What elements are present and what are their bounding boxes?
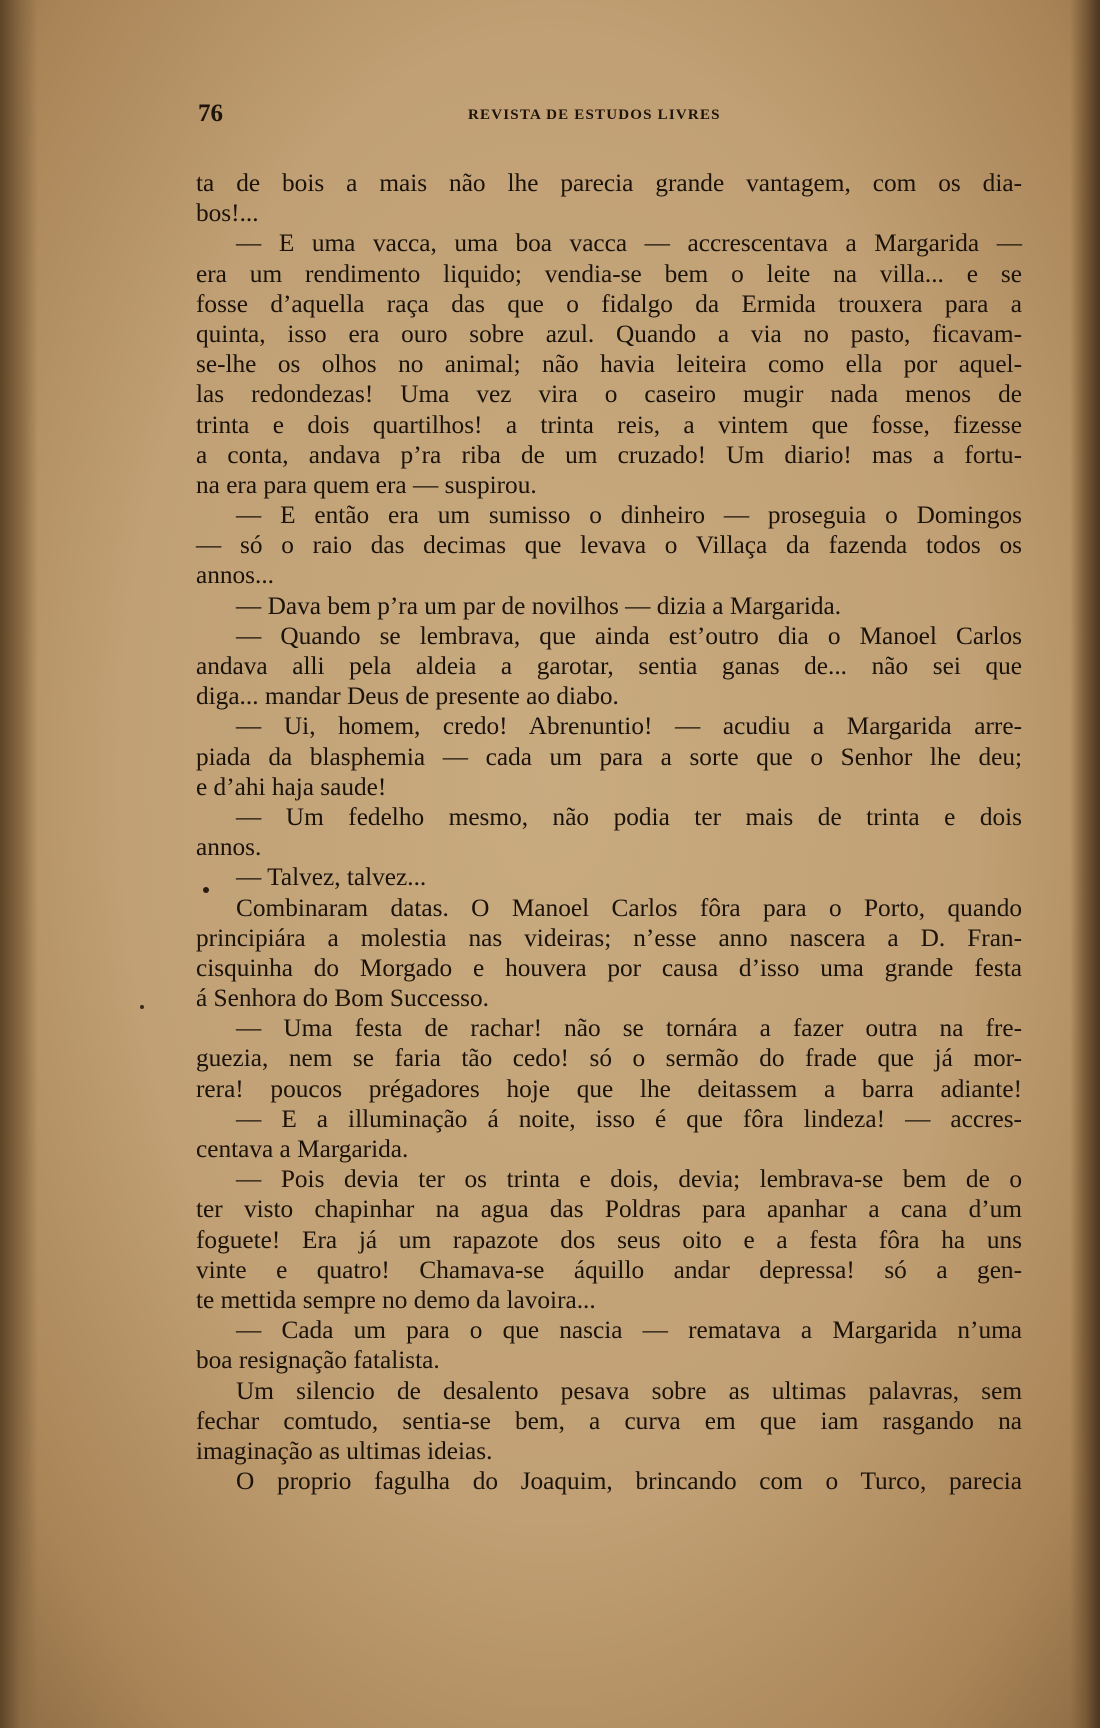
text-line: á Senhora do Bom Successo. — [196, 984, 489, 1013]
text-line: imaginação as ultimas ideias. — [196, 1436, 493, 1465]
text-line: ter visto chapinhar na agua das Poldras para apanhar a cana d’um — [196, 1195, 1022, 1224]
running-head: REVISTA DE ESTUDOS LIVRES — [468, 107, 721, 123]
text-line: Um silencio de desalento pesava sobre as ultimas palavras, sem — [236, 1376, 1022, 1405]
text-line: te mettida sempre no demo da lavoira... — [196, 1285, 596, 1314]
text-line: e d’ahi haja saude! — [196, 772, 387, 801]
text-line: las redondezas! Uma vez vira o caseiro mugir nada menos de — [196, 380, 1022, 409]
text-line: Combinaram datas. O Manoel Carlos fôra para o Porto, quando — [236, 893, 1022, 922]
text-line: piada da blasphemia — cada um para a sorte que o Senhor lhe deu; — [196, 742, 1022, 771]
text-line: na era para quem era — suspirou. — [196, 470, 537, 499]
text-line: — Um fedelho mesmo, não podia ter mais de trinta e dois — [236, 802, 1022, 831]
text-line: fosse d’aquella raça das que o fidalgo da Ermida trouxera para a — [196, 289, 1022, 318]
text-line: bos!... — [196, 199, 259, 228]
text-line: foguete! Era já um rapazote dos seus oito e a festa fôra ha uns — [196, 1225, 1022, 1254]
ink-speck — [140, 1005, 144, 1009]
text-line: se-lhe os olhos no animal; não havia leiteira como ella por aquel- — [196, 350, 1022, 379]
text-line: — E uma vacca, uma boa vacca — accrescentava a Margarida — — [236, 229, 1022, 258]
page-header — [198, 100, 1058, 134]
text-line: a conta, andava p’ra riba de um cruzado! Um diario! mas a fortu- — [196, 440, 1022, 469]
text-line: era um rendimento liquido; vendia-se bem o leite na villa... e se — [196, 259, 1022, 288]
text-line: — Quando se lembrava, que ainda est’outro dia o Manoel Carlos — [236, 621, 1022, 650]
text-line: O proprio fagulha do Joaquim, brincando com o Turco, parecia — [236, 1467, 1022, 1496]
page-number: 76 — [198, 100, 223, 127]
body-text — [196, 168, 1022, 1496]
text-line: — Talvez, talvez... — [236, 863, 427, 892]
text-line: diga... mandar Deus de presente ao diabo. — [196, 682, 619, 711]
text-line: quinta, isso era ouro sobre azul. Quando a via no pasto, ficavam- — [196, 319, 1022, 348]
text-line: — E então era um sumisso o dinheiro — proseguia o Domingos — [236, 501, 1022, 530]
text-line: — Uma festa de rachar! não se tornára a fazer outra na fre- — [236, 1014, 1022, 1043]
text-line: trinta e dois quartilhos! a trinta reis, a vintem que fosse, fizesse — [196, 410, 1022, 439]
text-line: — Pois devia ter os trinta e dois, devia; lembrava-se bem de o — [236, 1165, 1022, 1194]
text-line: annos. — [196, 833, 262, 862]
page-edge-left — [0, 0, 38, 1728]
text-line: — E a illuminação á noite, isso é que fôra lindeza! — accres- — [236, 1104, 1022, 1133]
text-line: — Dava bem p’ra um par de novilhos — dizia a Margarida. — [236, 591, 842, 620]
text-line: centava a Margarida. — [196, 1135, 409, 1163]
text-line: ta de bois a mais não lhe parecia grande vantagem, com os dia- — [196, 169, 1022, 197]
text-line: fechar comtudo, sentia-se bem, a curva em que iam rasgando na — [196, 1406, 1022, 1435]
text-line: annos... — [196, 561, 274, 590]
text-line: — só o raio das decimas que levava o Villaça da fazenda todos os — [196, 531, 1022, 560]
text-line: andava alli pela aldeia a garotar, sentia ganas de... não sei que — [196, 652, 1022, 680]
text-line: rera! poucos prégadores hoje que lhe deitassem a barra adiante! — [196, 1074, 1022, 1103]
text-line: — Cada um para o que nascia — rematava a Margarida n’uma — [236, 1316, 1022, 1345]
text-line: — Ui, homem, credo! Abrenuntio! — acudiu a Margarida arre- — [236, 712, 1022, 741]
text-line: vinte e quatro! Chamava-se áquillo andar depressa! só a gen- — [196, 1255, 1022, 1284]
text-line: cisquinha do Morgado e houvera por causa d’isso uma grande festa — [196, 953, 1022, 982]
text-line: principiára a molestia nas videiras; n’esse anno nascera a D. Fran- — [196, 923, 1022, 952]
text-line: boa resignação fatalista. — [196, 1346, 440, 1375]
page-edge-right — [1070, 0, 1100, 1728]
text-line: guezia, nem se faria tão cedo! só o sermão do frade que já mor- — [196, 1044, 1022, 1073]
